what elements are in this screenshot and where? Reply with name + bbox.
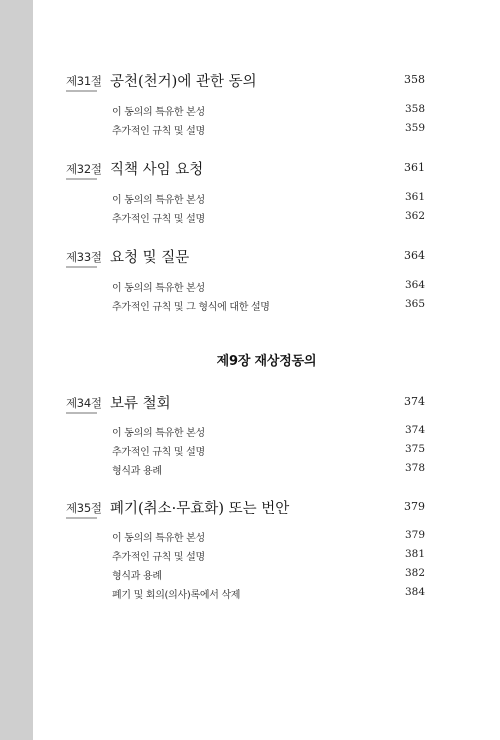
entry-page-number: 361 — [404, 191, 425, 203]
toc-entry[interactable] — [33, 529, 500, 548]
section-number-underline — [66, 412, 97, 414]
section-page-number: 358 — [404, 73, 425, 86]
chapter-heading[interactable]: 제9장 재상정동의 — [216, 354, 317, 369]
section-number-underline — [66, 90, 97, 92]
table-of-contents-page — [33, 0, 500, 740]
toc-entry[interactable] — [33, 103, 500, 122]
section-page-number: 374 — [404, 395, 425, 408]
entry-label: 이 동의의 특유한 본성 — [112, 428, 205, 439]
toc-section-31[interactable] — [33, 73, 500, 141]
entry-page-number: 362 — [404, 210, 425, 222]
section-title: 폐기(취소·무효화) 또는 번안 — [110, 501, 290, 517]
toc-entry[interactable] — [33, 298, 500, 317]
section-heading — [33, 395, 500, 417]
toc-entry[interactable] — [33, 462, 500, 481]
section-number: 제35절 — [66, 501, 102, 515]
section-heading — [33, 73, 500, 95]
section-page-number: 364 — [404, 249, 425, 262]
entry-page-number: 365 — [404, 298, 425, 310]
toc-entry[interactable] — [33, 443, 500, 462]
entry-page-number: 381 — [404, 548, 425, 560]
entry-label: 이 동의의 특유한 본성 — [112, 533, 205, 544]
entry-label: 이 동의의 특유한 본성 — [112, 195, 205, 206]
entry-label: 추가적인 규칙 및 설명 — [112, 447, 205, 458]
toc-entry[interactable] — [33, 191, 500, 210]
section-number: 제34절 — [66, 396, 102, 410]
section-number: 제32절 — [66, 162, 102, 176]
entry-page-number: 359 — [404, 122, 425, 134]
entry-label: 형식과 용례 — [112, 571, 162, 582]
entry-page-number: 364 — [404, 279, 425, 291]
entry-label: 추가적인 규칙 및 설명 — [112, 552, 205, 563]
entry-label: 이 동의의 특유한 본성 — [112, 107, 205, 118]
section-heading — [33, 249, 500, 271]
toc-entry[interactable] — [33, 424, 500, 443]
entry-label: 폐기 및 회의(의사)록에서 삭제 — [112, 590, 241, 601]
section-title: 공천(천거)에 관한 동의 — [110, 74, 257, 90]
entry-page-number: 375 — [404, 443, 425, 455]
section-title: 보류 철회 — [110, 396, 171, 412]
entry-page-number: 382 — [404, 567, 425, 579]
section-heading — [33, 500, 500, 522]
section-heading — [33, 161, 500, 183]
section-page-number: 361 — [404, 161, 425, 174]
entry-label: 추가적인 규칙 및 설명 — [112, 126, 205, 137]
entry-label: 이 동의의 특유한 본성 — [112, 283, 205, 294]
entry-page-number: 374 — [404, 424, 425, 436]
toc-entry[interactable] — [33, 586, 500, 605]
toc-entry[interactable] — [33, 210, 500, 229]
section-number: 제31절 — [66, 74, 102, 88]
section-number-underline — [66, 266, 97, 268]
entry-page-number: 358 — [404, 103, 425, 115]
toc-entry[interactable] — [33, 567, 500, 586]
entry-page-number: 379 — [404, 529, 425, 541]
section-title: 직책 사임 요청 — [110, 162, 204, 178]
entry-label: 추가적인 규칙 및 설명 — [112, 214, 205, 225]
toc-section-33[interactable] — [33, 249, 500, 317]
toc-section-34[interactable] — [33, 395, 500, 481]
section-number-underline — [66, 517, 97, 519]
toc-section-32[interactable] — [33, 161, 500, 229]
section-page-number: 379 — [404, 500, 425, 513]
section-number: 제33절 — [66, 250, 102, 264]
section-number-underline — [66, 178, 97, 180]
toc-entry[interactable] — [33, 279, 500, 298]
toc-section-35[interactable] — [33, 500, 500, 605]
section-title: 요청 및 질문 — [110, 250, 190, 266]
toc-entry[interactable] — [33, 548, 500, 567]
entry-label: 추가적인 규칙 및 그 형식에 대한 설명 — [112, 302, 270, 313]
toc-entry[interactable] — [33, 122, 500, 141]
entry-label: 형식과 용례 — [112, 466, 162, 477]
entry-page-number: 384 — [404, 586, 425, 598]
book-spine-shadow — [0, 0, 33, 740]
entry-page-number: 378 — [404, 462, 425, 474]
